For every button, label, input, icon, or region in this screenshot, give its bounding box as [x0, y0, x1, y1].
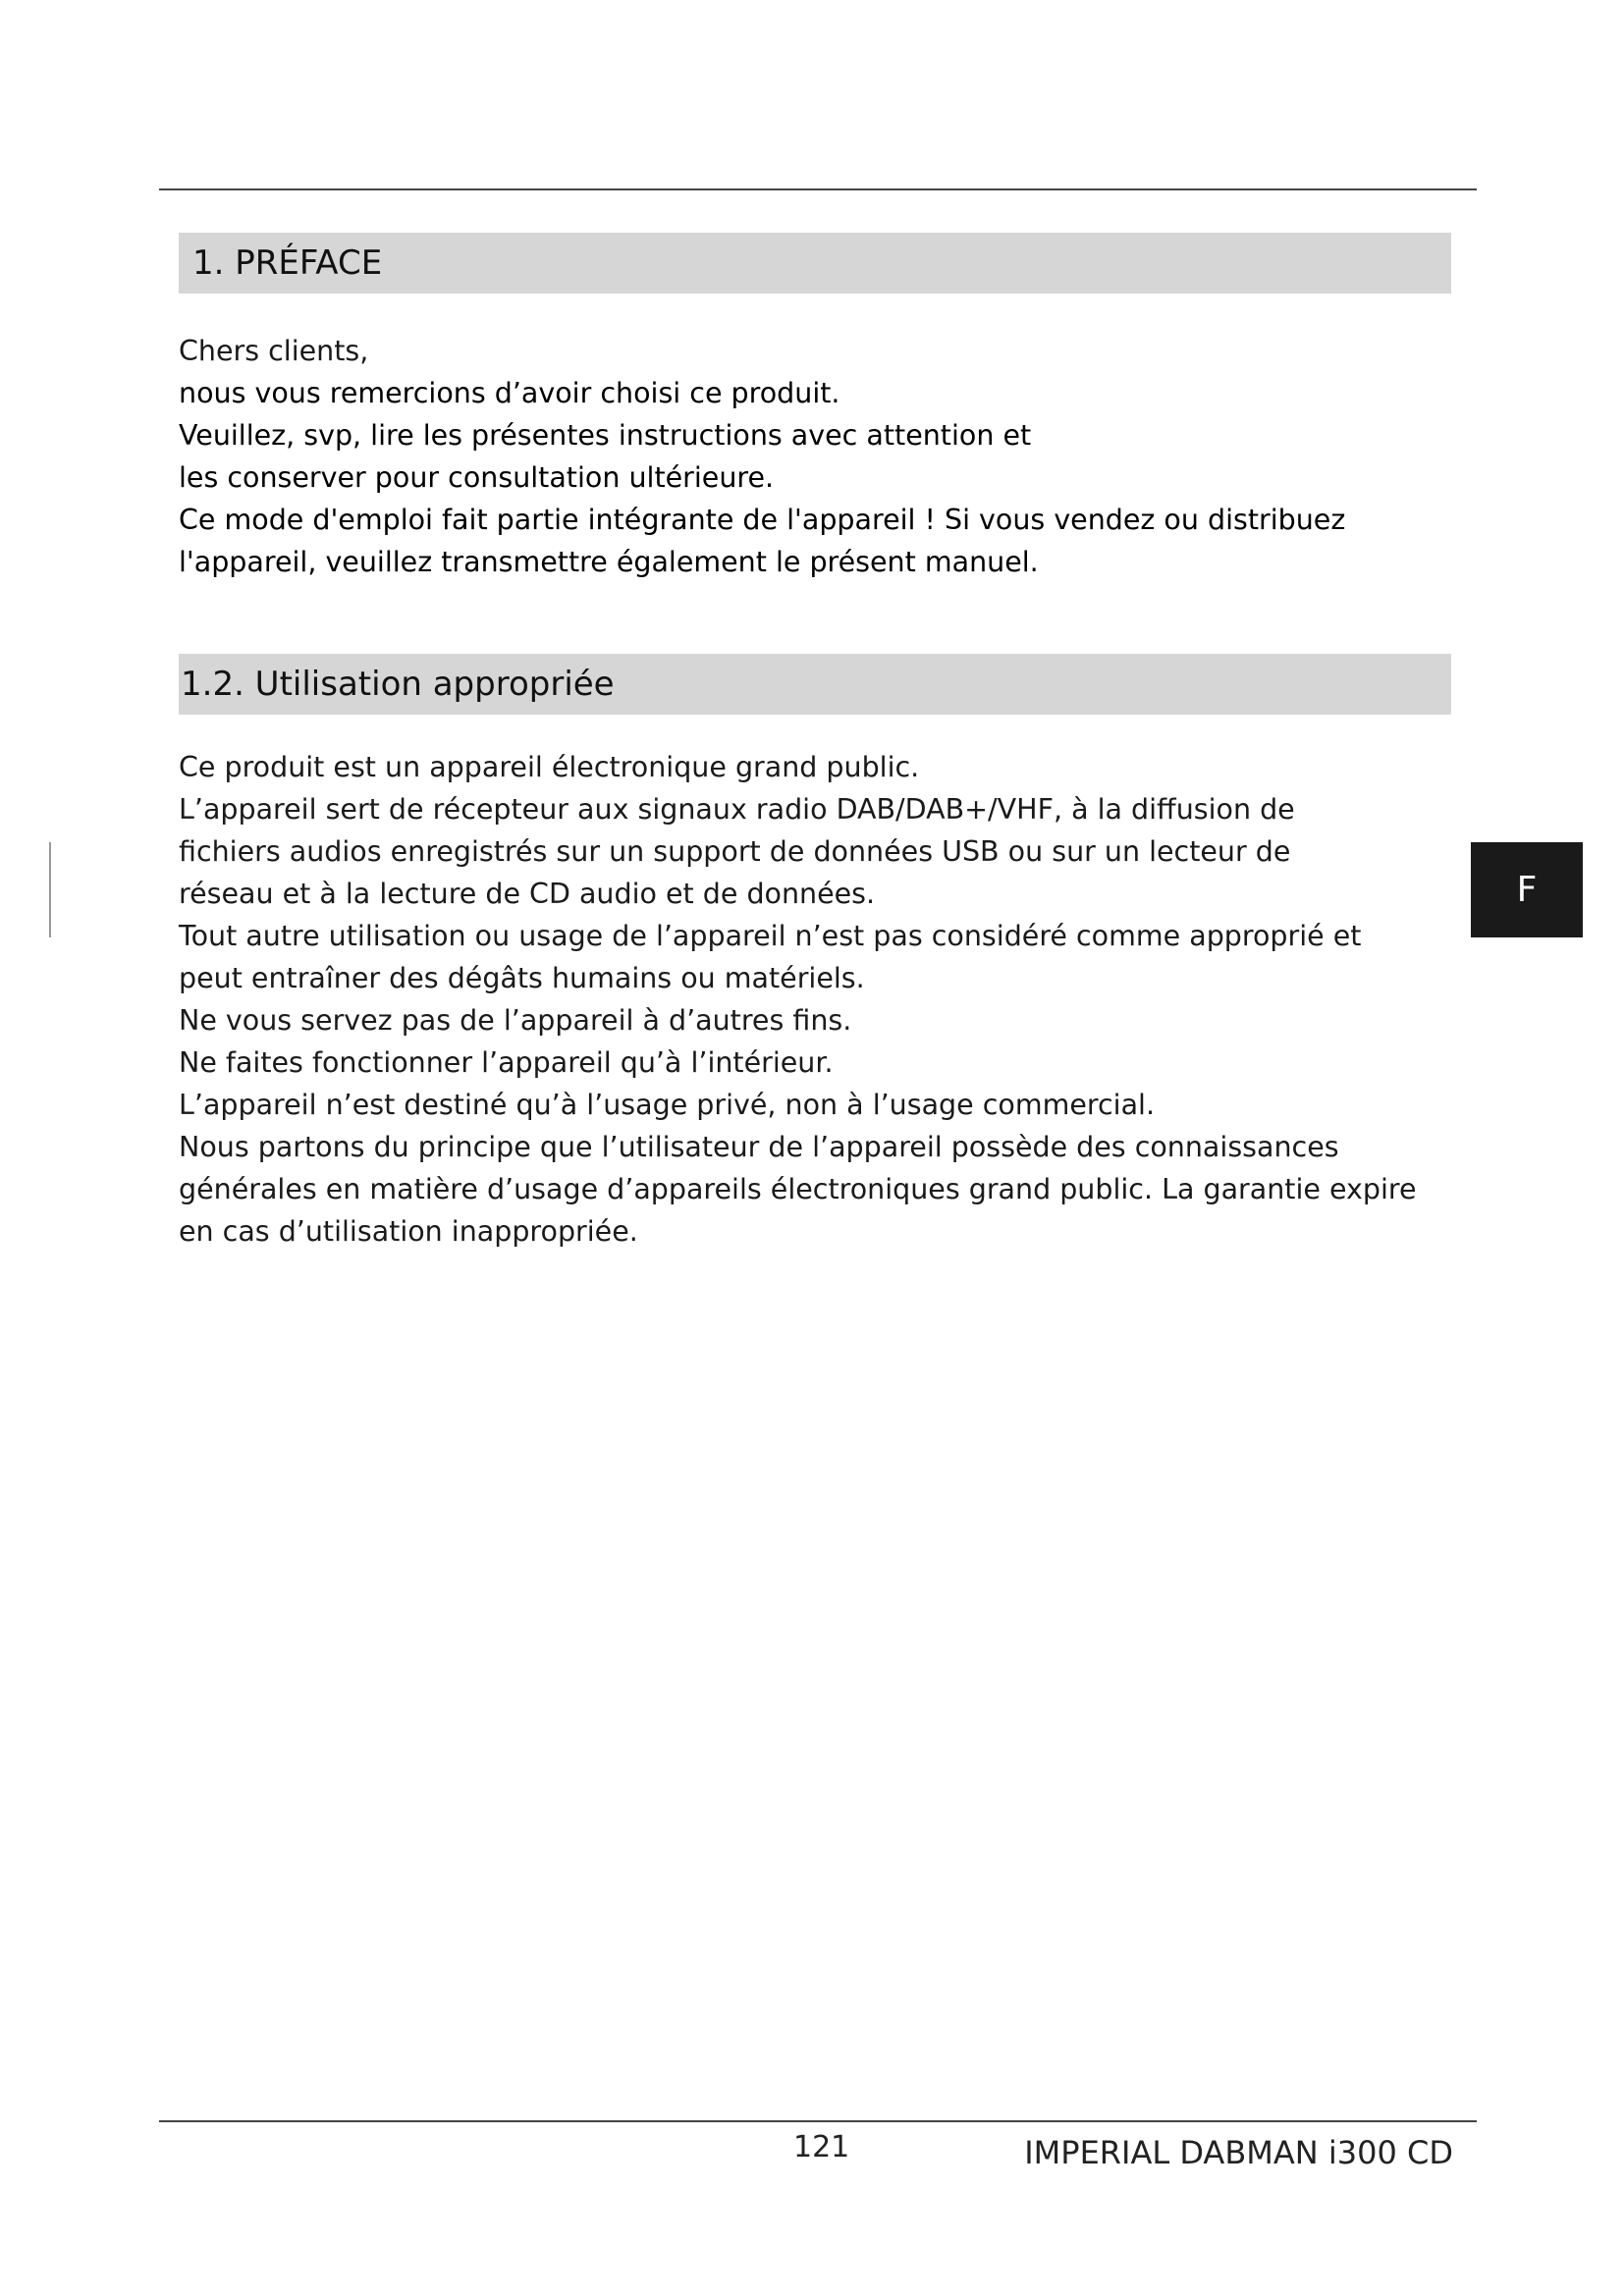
intended-use-line: Ne faites fonctionner l’appareil qu’à l’intérieur.	[179, 1046, 834, 1079]
preface-line: Veuillez, svp, lire les présentes instructions avec attention et	[179, 419, 1032, 452]
intended-use-line: Nous partons du principe que l’utilisateur de l’appareil possède des connaissances	[179, 1131, 1339, 1163]
language-tab-label: F	[1516, 870, 1538, 910]
footer-rule	[159, 2120, 1477, 2122]
intended-use-line: Ne vous servez pas de l’appareil à d’autres fins.	[179, 1004, 852, 1037]
section-heading-preface: 1. PRÉFACE	[179, 233, 1451, 294]
intended-use-line: réseau et à la lecture de CD audio et de données.	[179, 878, 876, 910]
section-heading-intended-use: 1.2. Utilisation appropriée	[179, 654, 1451, 715]
preface-text	[179, 330, 1475, 583]
margin-mark	[49, 842, 51, 937]
page-number: 121	[793, 2130, 850, 2164]
preface-line: Ce mode d'emploi fait partie intégrante de l'appareil ! Si vous vendez ou distribuez	[179, 504, 1346, 536]
intended-use-line: peut entraîner des dégâts humains ou matériels.	[179, 962, 865, 994]
intended-use-line: L’appareil n’est destiné qu’à l’usage privé, non à l’usage commercial.	[179, 1089, 1156, 1121]
intended-use-line: Ce produit est un appareil électronique grand public.	[179, 751, 920, 783]
product-name: IMPERIAL DABMAN i300 CD	[1024, 2134, 1453, 2171]
intended-use-line: fichiers audios enregistrés sur un support de données USB ou sur un lecteur de	[179, 835, 1291, 868]
intended-use-line: en cas d’utilisation inappropriée.	[179, 1215, 638, 1248]
preface-line: nous vous remercions d’avoir choisi ce produit.	[179, 377, 840, 409]
header-rule	[159, 188, 1477, 190]
intended-use-line: L’appareil sert de récepteur aux signaux radio DAB/DAB+/VHF, à la diffusion de	[179, 793, 1295, 826]
intended-use-line: générales en matière d’usage d’appareils électroniques grand public. La garantie expire	[179, 1173, 1417, 1205]
preface-line: Chers clients,	[179, 335, 369, 367]
language-tab	[1471, 842, 1583, 937]
intended-use-text	[179, 746, 1475, 1253]
intended-use-line: Tout autre utilisation ou usage de l’appareil n’est pas considéré comme approprié et	[179, 920, 1362, 952]
preface-line: l'appareil, veuillez transmettre également le présent manuel.	[179, 546, 1039, 578]
preface-line: les conserver pour consultation ultérieure.	[179, 461, 775, 494]
